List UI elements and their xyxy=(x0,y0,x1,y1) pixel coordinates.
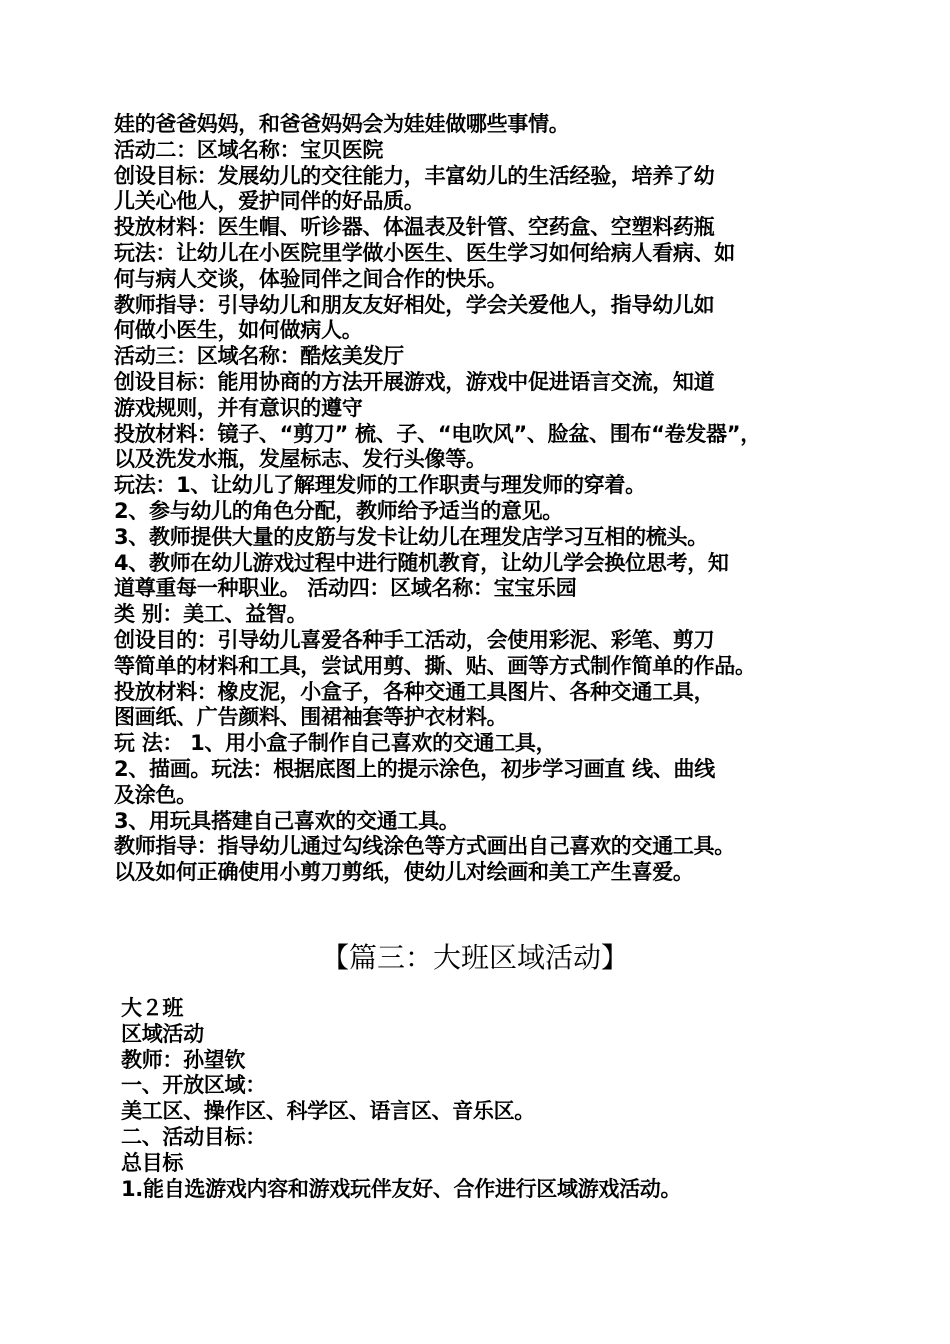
text-line: 区域活动 xyxy=(121,1021,204,1046)
text-line: 道尊重每一种职业。 活动四：区域名称：宝宝乐园 xyxy=(114,576,577,601)
text-line: 何做小医生，如何做病人。 xyxy=(114,318,363,343)
text-line: 投放材料：医生帽、听诊器、体温表及针管、空药盒、空塑料药瓶 xyxy=(114,215,715,240)
text-line: 教师指导：指导幼儿通过勾线涂色等方式画出自己喜欢的交通工具。 xyxy=(114,834,735,859)
text-line: 2、参与幼儿的角色分配，教师给予适当的意见。 xyxy=(114,498,564,523)
text-line: 1.能自选游戏内容和游戏玩伴友好、合作进行区域游戏活动。 xyxy=(121,1176,682,1201)
text-line: 美工区、操作区、科学区、语言区、音乐区。 xyxy=(121,1099,535,1124)
text-line: 玩 法： 1、用小盒子制作自己喜欢的交通工具， xyxy=(114,731,557,756)
text-line: 儿关心他人，爱护同伴的好品质。 xyxy=(114,189,425,214)
body-text-block xyxy=(114,112,850,886)
text-line: 活动二：区域名称：宝贝医院 xyxy=(114,137,384,162)
text-line: 3、用玩具搭建自己喜欢的交通工具。 xyxy=(114,808,460,833)
text-line: 玩法：1、让幼儿了解理发师的工作职责与理发师的穿着。 xyxy=(114,473,646,498)
text-line: 创设目标：发展幼儿的交往能力，丰富幼儿的生活经验，培养了幼 xyxy=(114,163,715,188)
text-line: 总目标 xyxy=(121,1150,184,1175)
text-line: 图画纸、广告颜料、围裙袖套等护衣材料。 xyxy=(114,705,508,730)
text-line: 游戏规则，并有意识的遵守 xyxy=(114,395,363,420)
text-line: 等简单的材料和工具，尝试用剪、撕、贴、画等方式制作简单的作品。 xyxy=(114,653,756,678)
text-line: 以及洗发水瓶，发屋标志、发行头像等。 xyxy=(114,447,487,472)
section-body xyxy=(121,996,841,1202)
text-line: 4、教师在幼儿游戏过程中进行随机教育，让幼儿学会换位思考，知 xyxy=(114,550,729,575)
section-heading: 【篇三：大班区域活动】 xyxy=(320,941,629,974)
text-line: 何与病人交谈，体验同伴之间合作的快乐。 xyxy=(114,266,508,291)
text-line: 玩法：让幼儿在小医院里学做小医生、医生学习如何给病人看病、如 xyxy=(114,240,735,265)
text-line: 及涂色。 xyxy=(114,782,197,807)
text-line: 以及如何正确使用小剪刀剪纸，使幼儿对绘画和美工产生喜爱。 xyxy=(114,860,694,885)
text-line: 一、开放区域： xyxy=(121,1073,266,1098)
text-line: 二、活动目标： xyxy=(121,1124,266,1149)
text-line: 娃的爸爸妈妈，和爸爸妈妈会为娃娃做哪些事情。 xyxy=(114,112,570,136)
text-line: 创设目的：引导幼儿喜爱各种手工活动，会使用彩泥、彩笔、剪刀 xyxy=(114,627,715,652)
text-line: 投放材料：镜子、“剪刀” 梳、子、“电吹风”、脸盆、围布“卷发器”， xyxy=(114,421,761,446)
text-line: 投放材料：橡皮泥，小盒子，各种交通工具图片、各种交通工具， xyxy=(114,679,715,704)
text-line: 2、描画。玩法：根据底图上的提示涂色，初步学习画直 线、曲线 xyxy=(114,756,715,781)
text-line: 教师：孙望钦 xyxy=(121,1047,246,1072)
text-line: 3、教师提供大量的皮筋与发卡让幼儿在理发店学习互相的梳头。 xyxy=(114,524,708,549)
text-line: 活动三：区域名称：酷炫美发厅 xyxy=(114,344,404,369)
text-line: 类 别：美工、益智。 xyxy=(114,602,308,627)
text-line: 大２班 xyxy=(121,996,184,1020)
text-line: 教师指导：引导幼儿和朋友友好相处，学会关爱他人，指导幼儿如 xyxy=(114,292,715,317)
text-line: 创设目标：能用协商的方法开展游戏，游戏中促进语言交流，知道 xyxy=(114,369,715,394)
